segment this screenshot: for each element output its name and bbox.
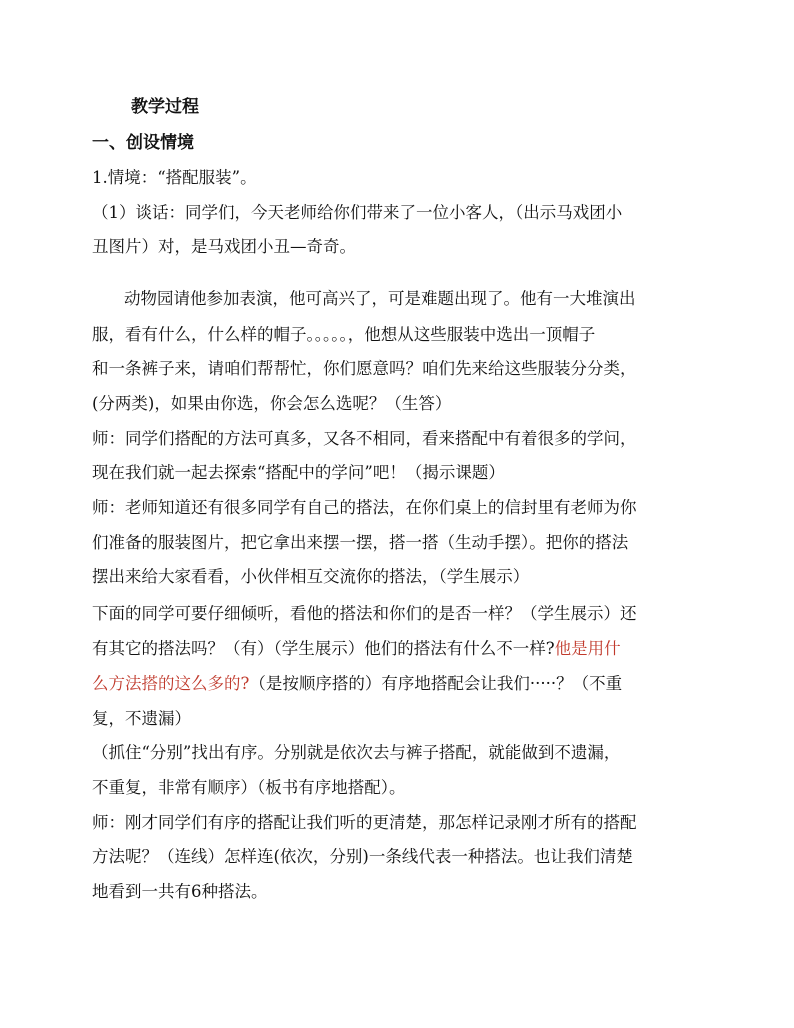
paragraph-line: (分两类)，如果由你选，你会怎么选呢？（生答）	[92, 394, 452, 413]
paragraph-line	[92, 673, 708, 695]
paragraph-line: 们准备的服装图片，把它拿出来摆一摆，搭一搭（生动手摆）。把你的搭法	[92, 533, 629, 552]
highlighted-question: 他是用什	[554, 639, 621, 658]
paragraph-text: （是按顺序搭的）有序地搭配会让我们·····？（不重	[249, 674, 623, 693]
paragraph-line: 师：刚才同学们有序的搭配让我们听的更清楚，那怎样记录刚才所有的搭配	[92, 813, 637, 832]
paragraph-line: 不重复，非常有顺序）（板书有序地搭配）。	[92, 778, 406, 797]
paragraph-line: 摆出来给大家看看，小伙伴相互交流你的搭法，（学生展示）	[92, 567, 530, 586]
paragraph-line: 和一条裤子来，请咱们帮帮忙，你们愿意吗？咱们先来给这些服装分分类，	[92, 359, 637, 378]
paragraph-line: 地看到一共有6种搭法。	[92, 882, 268, 901]
paragraph-line: 方法呢？（连线）怎样连(依次，分别)一条线代表一种搭法。也让我们清楚	[92, 847, 633, 866]
section-heading: 一、创设情境	[92, 133, 194, 153]
paragraph-line: （抓住“分别”找出有序。分别就是依次去与裤子搭配，就能做到不遗漏，	[92, 743, 621, 762]
paragraph-line: 动物园请他参加表演，他可高兴了，可是难题出现了。他有一大堆演出	[124, 289, 636, 308]
paragraph-line: 服，看有什么，什么样的帽子。。。。。，他想从这些服装中选出一顶帽子	[92, 325, 596, 344]
paragraph-line: （1）谈话：同学们，今天老师给你们带来了一位小客人，（出示马戏团小	[92, 203, 623, 222]
highlighted-question: 么方法搭的这么多的?	[92, 674, 250, 693]
paragraph-text: 有其它的搭法吗？（有）（学生展示）他们的搭法有什么不一样?	[92, 639, 555, 658]
paragraph-line: 复，不遗漏）	[92, 709, 191, 728]
paragraph-line: 师：老师知道还有很多同学有自己的搭法，在你们桌上的信封里有老师为你	[92, 498, 637, 517]
lesson-title: 教学过程	[131, 97, 199, 117]
paragraph-line	[92, 638, 708, 660]
paragraph-line: 丑图片）对，是马戏团小丑—奇奇。	[92, 237, 356, 256]
item-heading: 1.情境：“搭配服装”。	[92, 168, 257, 187]
paragraph-line: 师：同学们搭配的方法可真多，又各不相同，看来搭配中有着很多的学问，	[92, 429, 637, 448]
paragraph-line: 现在我们就一起去探索“搭配中的学问”吧！（揭示课题）	[92, 463, 505, 482]
paragraph-line: 下面的同学可要仔细倾听，看他的搭法和你们的是否一样？（学生展示）还	[92, 604, 637, 623]
